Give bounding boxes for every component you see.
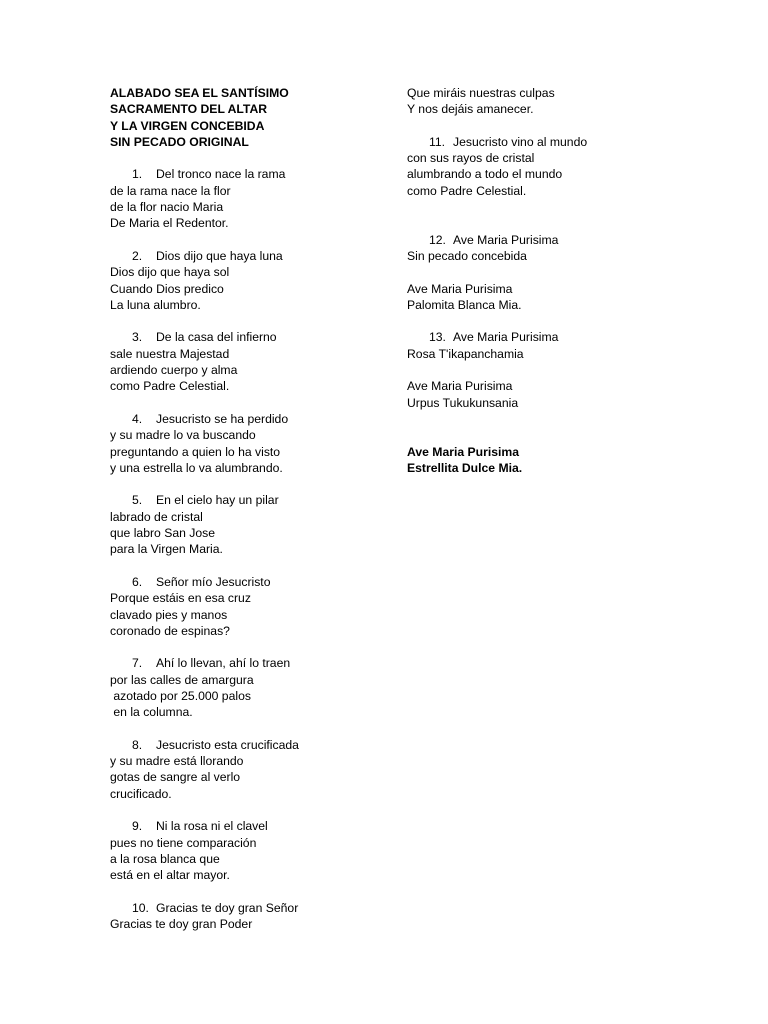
stanza-line: Gracias te doy gran Señor — [156, 900, 299, 915]
stanza-11 — [407, 134, 647, 199]
stanza-line: Dios dijo que haya luna — [156, 248, 283, 263]
stanza-12 — [407, 232, 647, 313]
stanza-number: 3. — [132, 330, 143, 345]
stanza-number: 11. — [429, 134, 446, 149]
stanza-number: 9. — [132, 819, 143, 834]
stanza-number: 4. — [132, 411, 143, 426]
stanza-line: está en el altar mayor. — [110, 868, 230, 883]
stanza-line: de la flor nacio Maria — [110, 200, 224, 215]
stanza-line: Palomita Blanca Mia. — [407, 297, 522, 312]
heading-line: ALABADO SEA EL SANTÍSIMO — [110, 86, 289, 100]
stanza-first-line — [407, 232, 647, 248]
stanza-line: Rosa T'ikapanchamia — [407, 346, 524, 361]
stanza-line: alumbrando a todo el mundo — [407, 167, 563, 182]
closing-line: Estrellita Dulce Mia. — [407, 460, 523, 475]
stanza-first-line — [110, 411, 380, 427]
heading-line: SACRAMENTO DEL ALTAR — [110, 102, 268, 117]
stanza-line: De la casa del infierno — [156, 330, 277, 345]
stanza-line: Del tronco nace la rama — [156, 167, 286, 182]
stanza-line: Urpus Tukukunsania — [407, 395, 519, 410]
stanza-line: coronado de espinas? — [110, 623, 230, 638]
stanza-first-line — [110, 818, 380, 834]
stanza-line: Gracias te doy gran Poder — [110, 917, 253, 932]
stanza-line: Ahí lo llevan, ahí lo traen — [156, 656, 291, 671]
stanza-line: Jesucristo esta crucificada — [156, 737, 299, 752]
stanza-first-line — [110, 166, 380, 182]
stanza-number: 1. — [132, 167, 143, 182]
stanza-line: azotado por 25.000 palos — [110, 688, 251, 703]
stanza-first-line — [110, 492, 380, 508]
stanza-line: preguntando a quien lo ha visto — [110, 444, 281, 459]
stanza-line: Que miráis nuestras culpas — [407, 86, 555, 100]
stanza-line: como Padre Celestial. — [407, 183, 527, 198]
stanza-first-line — [407, 134, 647, 150]
stanza-13 — [407, 329, 647, 410]
stanza-line: y su madre lo va buscando — [110, 428, 256, 443]
stanza-line: y su madre está llorando — [110, 754, 244, 769]
stanza-line: Cuando Dios predico — [110, 281, 224, 296]
stanza-first-line — [110, 737, 380, 753]
stanza-6 — [110, 574, 380, 639]
stanza-number: 12. — [429, 232, 446, 247]
closing-line: Ave Maria Purisima — [407, 444, 519, 459]
stanza-line: Sin pecado concebida — [407, 248, 527, 263]
stanza-first-line — [407, 329, 647, 345]
stanza-10-continuation — [407, 85, 647, 118]
stanza-first-line — [110, 248, 380, 264]
stanza-line: Jesucristo vino al mundo — [453, 134, 588, 149]
stanza-line: Ni la rosa ni el clavel — [156, 819, 268, 834]
stanza-first-line — [110, 574, 380, 590]
stanza-line: para la Virgen Maria. — [110, 542, 223, 557]
stanza-line: gotas de sangre al verlo — [110, 770, 241, 785]
stanza-5 — [110, 492, 380, 557]
stanza-line: clavado pies y manos — [110, 607, 228, 622]
stanza-line: a la rosa blanca que — [110, 851, 220, 866]
stanza-line: de la rama nace la flor — [110, 183, 231, 198]
closing-stanza — [407, 444, 647, 477]
stanza-first-line — [110, 329, 380, 345]
document-heading — [110, 85, 380, 150]
stanza-10 — [110, 900, 380, 933]
stanza-line: Ave Maria Purisima — [453, 330, 559, 345]
heading-line: Y LA VIRGEN CONCEBIDA — [110, 118, 265, 133]
stanza-line: y una estrella lo va alumbrando. — [110, 460, 283, 475]
stanza-first-line — [110, 900, 380, 916]
stanza-line: en la columna. — [110, 705, 193, 720]
stanza-line: Ave Maria Purisima — [453, 232, 559, 247]
stanza-number: 10. — [132, 900, 149, 915]
stanza-line: Porque estáis en esa cruz — [110, 591, 251, 606]
stanza-first-line — [110, 655, 380, 671]
stanza-line: Ave Maria Purisima — [407, 379, 513, 394]
stanza-line: Y nos dejáis amanecer. — [407, 102, 534, 117]
stanza-line: con sus rayos de cristal — [407, 151, 535, 166]
stanza-number: 2. — [132, 248, 143, 263]
stanza-1 — [110, 166, 380, 231]
stanza-line: La luna alumbro. — [110, 297, 201, 312]
stanza-line: Ave Maria Purisima — [407, 281, 513, 296]
stanza-number: 5. — [132, 493, 143, 508]
stanza-line: por las calles de amargura — [110, 672, 254, 687]
stanza-line: que labro San Jose — [110, 526, 216, 541]
stanza-number: 6. — [132, 574, 143, 589]
stanza-line: pues no tiene comparación — [110, 835, 257, 850]
heading-line: SIN PECADO ORIGINAL — [110, 134, 249, 149]
stanza-number: 7. — [132, 656, 143, 671]
stanza-line: crucificado. — [110, 786, 172, 801]
stanza-line: ardiendo cuerpo y alma — [110, 363, 238, 378]
stanza-line: Señor mío Jesucristo — [156, 574, 271, 589]
stanza-line: como Padre Celestial. — [110, 379, 230, 394]
left-column — [110, 85, 380, 932]
stanza-3 — [110, 329, 380, 394]
stanza-9 — [110, 818, 380, 883]
stanza-2 — [110, 248, 380, 313]
stanza-line: Jesucristo se ha perdido — [156, 411, 289, 426]
stanza-number: 13. — [429, 330, 446, 345]
stanza-line: De Maria el Redentor. — [110, 216, 229, 231]
stanza-line: labrado de cristal — [110, 509, 203, 524]
stanza-7 — [110, 655, 380, 720]
stanza-line: Dios dijo que haya sol — [110, 265, 230, 280]
stanza-line: En el cielo hay un pilar — [156, 493, 279, 508]
stanza-4 — [110, 411, 380, 476]
right-column — [407, 85, 647, 476]
stanza-number: 8. — [132, 737, 143, 752]
stanza-line: sale nuestra Majestad — [110, 346, 230, 361]
stanza-8 — [110, 737, 380, 802]
